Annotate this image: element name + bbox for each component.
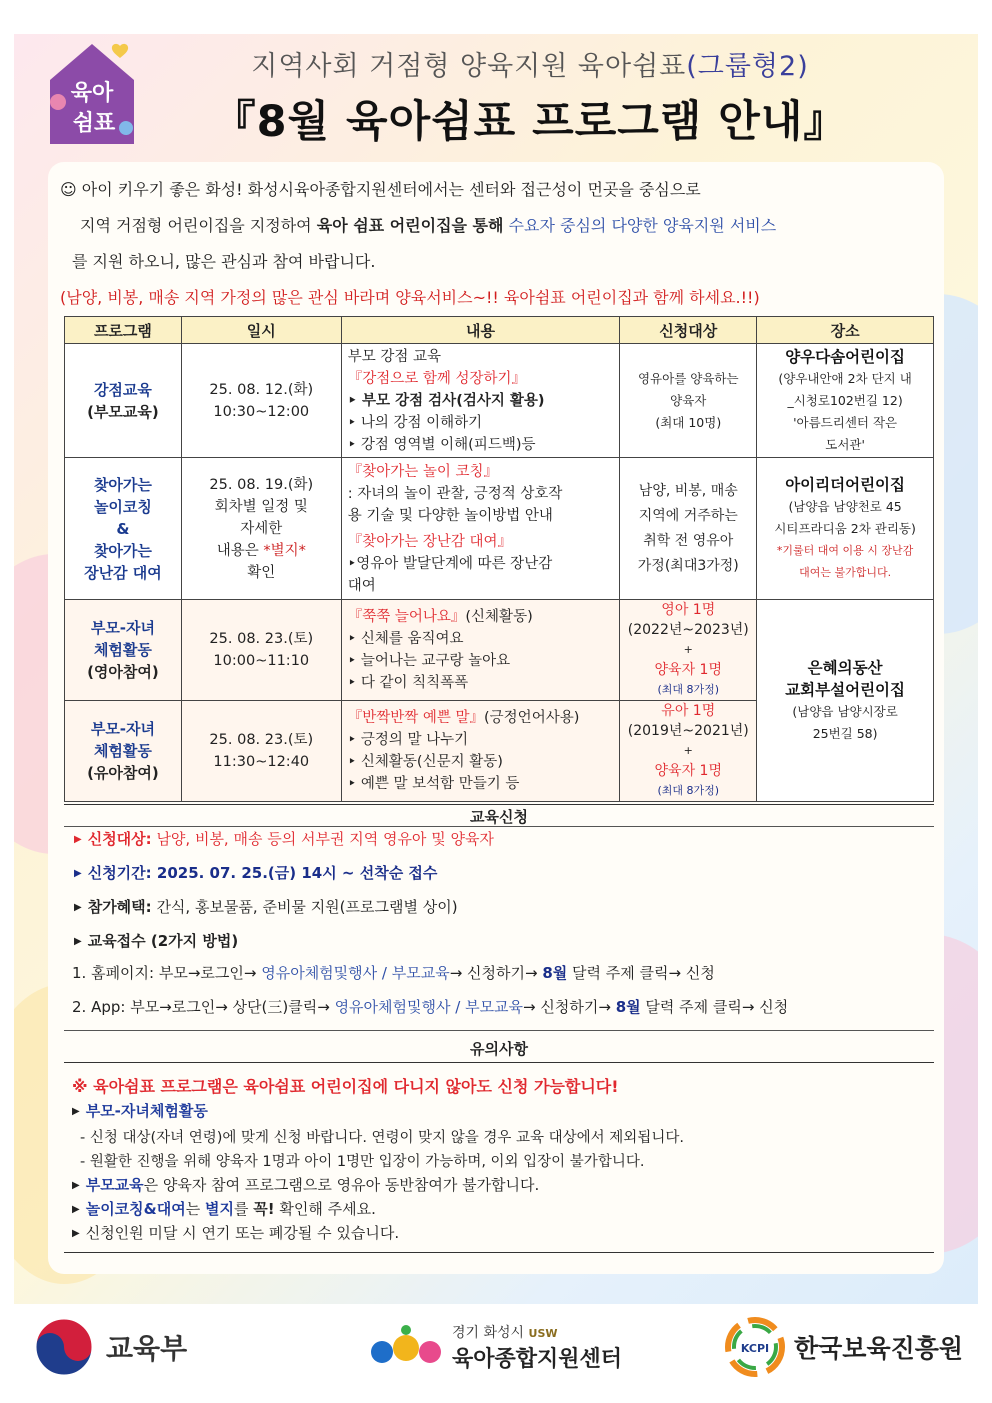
moe-logo [34,1312,187,1382]
center-name: 육아종합지원센터 [452,1346,623,1372]
page-title: 『8월 육아쉼표 프로그램 안내』 [212,97,848,147]
yuka-shimpyo-logo [44,40,140,150]
program-content: 『찾아가는 놀이 코칭』 : 자녀의 놀이 관찰, 긍정적 상호작 용 기술 및 다양한 놀이방법 안내 『찾아가는 장난감 대여』 ‣영유아 발달단계에 따른 장난감 대여 [341,458,620,600]
table-row [65,600,934,701]
program-name: 찾아가는 놀이코칭 & 찾아가는 장난감 대여 [65,458,182,600]
table-row [65,344,934,458]
kcpi-name: 한국보육진흥원 [794,1334,964,1363]
intro-line-4: (남양, 비봉, 매송 지역 가정의 많은 관심 바라며 양육서비스~!! 육아쉼표 어린이집과 함께 하세요.!!) [60,288,760,307]
notes-heading: 유의사항 [470,1040,528,1058]
header-content: 내용 [341,317,620,344]
apply-heading: 교육신청 [470,808,528,826]
intro-line-2: 지역 거점형 어린이집을 지정하여 육아 쉼표 어린이집을 통해 수요자 중심의 다양한 양육지원 서비스 [80,216,777,235]
apply-target: ▶ 신청대상: 남양, 비봉, 매송 등의 서부권 지역 영유아 및 양육자 [74,830,494,848]
taegeuk-icon [34,1317,94,1377]
program-content: 부모 강점 교육 『강점으로 함께 성장하기』 ‣ 부모 강점 검사(검사지 활용) ‣ 나의 강점 이해하기 ‣ 강점 영역별 이해(피드백)등 [341,344,620,458]
program-date: 25. 08. 19.(화) 회차별 일정 및 자세한 내용은 *별지* 확인 [181,458,341,600]
apply-method: ▶ 교육접수 (2가지 방법) [74,932,239,950]
program-target: 영유아를 양육하는 양육자 (최대 10명) [620,344,757,458]
apply-method-1: 1. 홈페이지: 부모→로그인→ 영유아체험및행사 / 부모교육→ 신청하기→ 8월 달력 주제 클릭→ 신청 [72,964,715,982]
program-table [64,316,934,802]
header-place: 장소 [757,317,934,344]
program-place: 양우다솜어린이집 (양우내안애 2차 단지 내 _시청로102번길 12) '아름드리센터 작은 도서관' [757,344,934,458]
divider [64,804,934,805]
program-date: 25. 08. 23.(토) 11:30~12:40 [181,701,341,802]
program-date: 25. 08. 23.(토) 10:00~11:10 [181,600,341,701]
notes-item: ▶ 신청인원 미달 시 연기 또는 폐강될 수 있습니다. [72,1224,400,1242]
intro-line-1: ☺ 아이 키우기 좋은 화성! 화성시육아종합지원센터에서는 센터와 접근성이 먼곳을 중심으로 [60,180,701,199]
program-date: 25. 08. 12.(화) 10:30~12:00 [181,344,341,458]
logo-text-2: 쉼표 [72,111,116,136]
usw-mark: USW [528,1326,558,1340]
notes-highlight: ※ 육아쉼표 프로그램은 육아쉼표 어린이집에 다니지 않아도 신청 가능합니다! [72,1077,619,1096]
table-header-row [65,317,934,344]
logo-text-1: 육아 [70,81,114,106]
notes-item: ▶ 부모교육은 양육자 참여 프로그램으로 영유아 동반참여가 불가합니다. [72,1176,540,1194]
apply-method-2: 2. App: 부모→로그인→ 상단(三)클릭→ 영유아체험및행사 / 부모교육→ 신청하기→ 8월 달력 주제 클릭→ 신청 [72,998,789,1016]
page-subtitle: 지역사회 거점형 양육지원 육아쉼표(그룹형2) [251,51,809,82]
center-city: 경기 화성시 [452,1324,525,1341]
moe-name: 교육부 [106,1332,188,1365]
program-name: 부모-자녀 체험활동 (유아참여) [65,701,182,802]
notes-item: ▶ 부모-자녀체험활동 [72,1102,208,1120]
header-program: 프로그램 [65,317,182,344]
divider [64,1252,934,1253]
table-row [65,458,934,600]
kcpi-logo [724,1312,963,1382]
intro-text [60,172,940,316]
apply-benefit: ▶ 참가혜택: 간식, 홍보물품, 준비물 지원(프로그램별 상이) [74,898,458,916]
program-target: 남양, 비봉, 매송 지역에 거주하는 취학 전 영유아 가정(최대3가정) [620,458,757,600]
header-target: 신청대상 [620,317,757,344]
notes-item: - 원활한 진행을 위해 양육자 1명과 아이 1명만 입장이 가능하며, 이외 입장이 불가합니다. [80,1154,645,1170]
program-name: 강점교육 (부모교육) [65,344,182,458]
program-target: 유아 1명 (2019년~2021년) + 양육자 1명 (최대 8가정) [620,701,757,802]
program-target: 영아 1명 (2022년~2023년) + 양육자 1명 (최대 8가정) [620,600,757,701]
program-content: 『쭉쭉 늘어나요』(신체활동) ‣ 신체를 움직여요 ‣ 늘어나는 교구랑 놀아요 ‣ 다 같이 칙칙폭폭 [341,600,620,701]
divider [64,826,934,827]
divider [64,1030,934,1031]
center-emblem-icon [368,1322,446,1372]
notes-item: ▶ 놀이코칭&대여는 별지를 꼭! 확인해 주세요. [72,1200,376,1218]
kcpi-badge: KCPI [740,1342,770,1355]
kcpi-emblem-icon [724,1316,786,1378]
center-logo [368,1312,622,1382]
program-place: 은혜의동산 교회부설어린이집 (남양읍 남양시장로 25번길 58) [757,600,934,802]
program-name: 부모-자녀 체험활동 (영아참여) [65,600,182,701]
intro-line-3: 를 지원 하오니, 많은 관심과 참여 바랍니다. [72,252,376,271]
apply-period: ▶ 신청기간: 2025. 07. 25.(금) 14시 ~ 선착순 접수 [74,864,438,882]
subtitle-group: (그룹형2) [686,51,809,82]
program-place: 아이리더어린이집 (남양읍 남양천로 45 시티프라디움 2차 관리동) *기룰터 대여 이용 시 장난감 대여는 불가합니다. [757,458,934,600]
notes-item: - 신청 대상(자녀 연령)에 맞게 신청 바랍니다. 연령이 맞지 않을 경우 교육 대상에서 제외됩니다. [80,1130,684,1146]
divider [64,1062,934,1063]
header-date: 일시 [181,317,341,344]
program-content: 『반짝반짝 예쁜 말』(긍정언어사용) ‣ 긍정의 말 나누기 ‣ 신체활동(신문지 활동) ‣ 예쁜 말 보석함 만들기 등 [341,701,620,802]
